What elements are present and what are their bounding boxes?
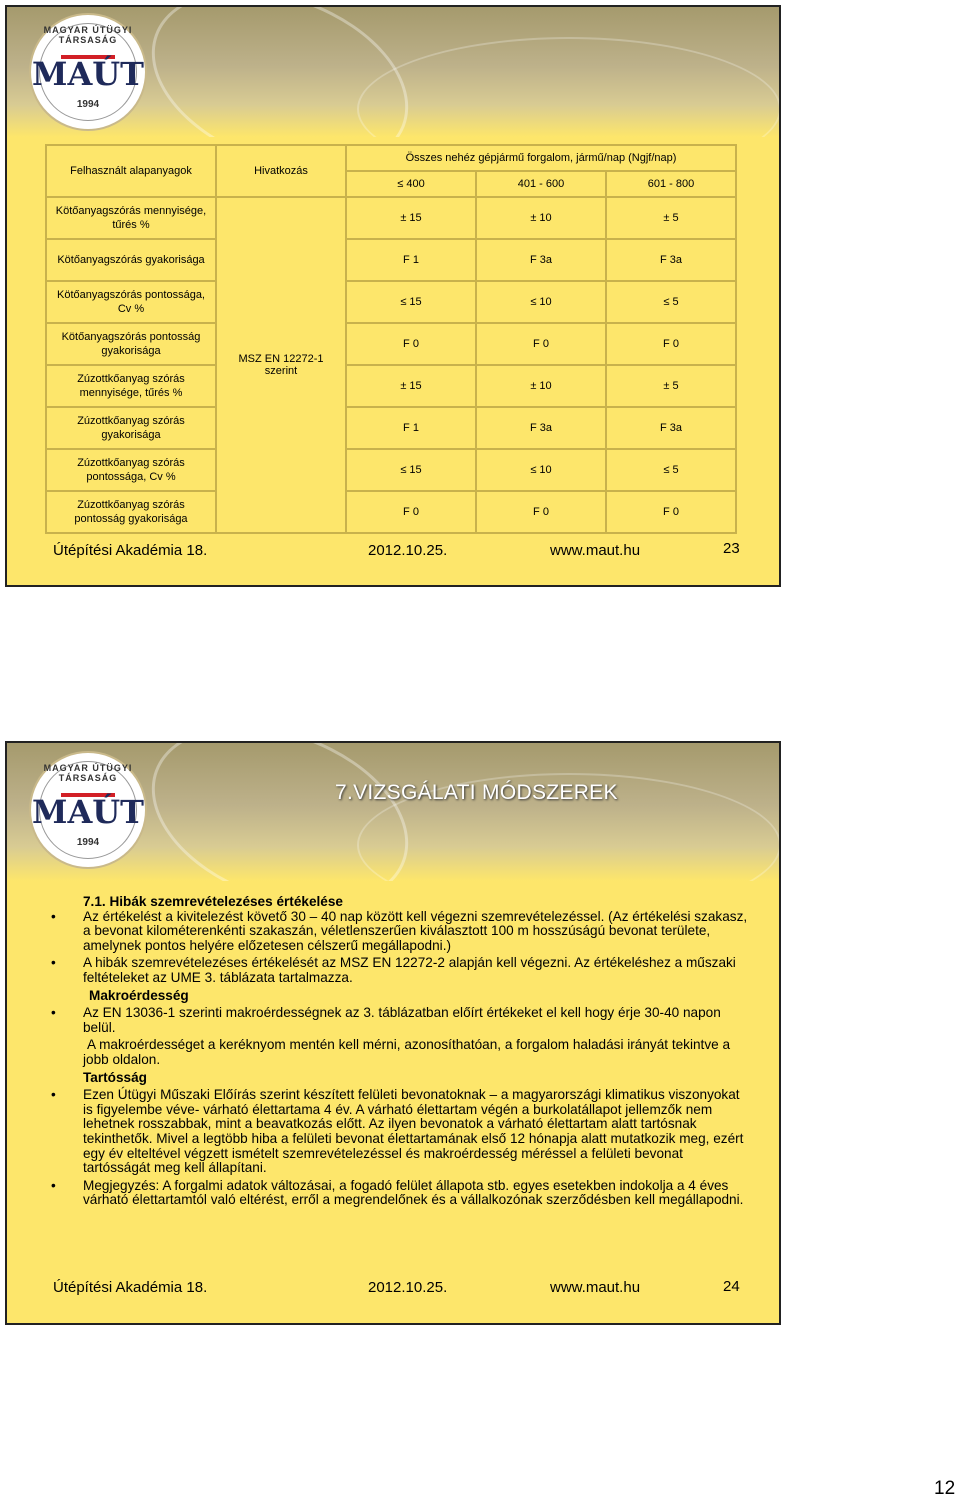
cell: F 3a: [606, 407, 736, 449]
cell: F 1: [346, 407, 476, 449]
cell: ± 5: [606, 365, 736, 407]
traffic-range: ≤ 400: [346, 171, 476, 197]
cell: ≤ 10: [476, 449, 606, 491]
subheading-macro: Makroérdesség: [89, 987, 189, 1003]
cell: ≤ 15: [346, 281, 476, 323]
cell: ± 15: [346, 365, 476, 407]
logo-year: 1994: [76, 99, 100, 110]
logo-arc-text: MAGYAR ÚTÜGYI TÁRSASÁG: [43, 25, 133, 45]
reference-cell: MSZ EN 12272-1 szerint: [216, 197, 346, 533]
cell: ± 5: [606, 197, 736, 239]
cell: F 0: [476, 491, 606, 533]
col-header-traffic: Összes nehéz gépjármű forgalom, jármű/nap (Ngjf/nap): [346, 145, 736, 171]
bullet-item: • A hibák szemrevételezéses értékelését az MSZ EN 12272-2 alapján kell végezni. Az értékeléshez a műszaki feltételeket az UME 3. táblázata tartalmazza.: [51, 956, 751, 985]
slide-body: [51, 895, 751, 1208]
traffic-range: 601 - 800: [606, 171, 736, 197]
cell: F 3a: [606, 239, 736, 281]
cell: ≤ 5: [606, 281, 736, 323]
cell: ≤ 10: [476, 281, 606, 323]
cell: F 0: [476, 323, 606, 365]
cell: ≤ 5: [606, 449, 736, 491]
cell: ± 10: [476, 197, 606, 239]
footer-date: 2012.10.25.: [368, 542, 448, 559]
logo-mark: MAÚT: [32, 55, 144, 93]
row-label: Zúzottkőanyag szórás gyakorisága: [46, 407, 216, 449]
slide-title: 7.VIZSGÁLATI MÓDSZEREK: [335, 781, 618, 804]
row-label: Zúzottkőanyag szórás mennyisége, tűrés %: [46, 365, 216, 407]
cell: ± 15: [346, 197, 476, 239]
footer-title: Útépítési Akadémia 18.: [53, 542, 208, 559]
cell: F 0: [346, 323, 476, 365]
bullet-item: • Ezen Útügyi Műszaki Előírás szerint készített felületi bevonatoknak – a magyarországi klimatikus viszonyokat is figyelembe véve- várható élettartama 4 év. A várható élettartam végén a burkolatállapot jellemzők nem lehetnek rosszabbak, mint a beavatkozás előtt. Az ilyen bevonatok a várható élettartam alatt tartósnak tekinthetők. Mivel a legtöbb hiba a felületi bevonat élettartamának első 12 hónapja alatt mutatkozik meg, ezért egy év elteltével végzett ismételt szemrevételezéssel és makroérdesség méréssel a felületi bevonat tartósságát meg kell állapítani.: [51, 1088, 751, 1176]
footer-url[interactable]: www.maut.hu: [550, 542, 641, 559]
traffic-range: 401 - 600: [476, 171, 606, 197]
spreading-spec-table: [45, 144, 737, 534]
slide-number: 23: [723, 540, 740, 557]
cell: ± 10: [476, 365, 606, 407]
cell: F 3a: [476, 407, 606, 449]
col-header-reference: Hivatkozás: [216, 145, 346, 197]
logo-arc-text: MAGYAR ÚTÜGYI TÁRSASÁG: [43, 763, 133, 783]
cell: F 1: [346, 239, 476, 281]
col-header-materials: Felhasznált alapanyagok: [46, 145, 216, 197]
footer-url[interactable]: www.maut.hu: [550, 1279, 641, 1296]
slide-24: [5, 741, 781, 1325]
row-label: Zúzottkőanyag szórás pontosság gyakorisága: [46, 491, 216, 533]
maut-logo: [29, 751, 147, 869]
cell: F 0: [606, 491, 736, 533]
footer-title: Útépítési Akadémia 18.: [53, 1279, 208, 1296]
header-banner: [7, 7, 779, 137]
row-label: Zúzottkőanyag szórás pontossága, Cv %: [46, 449, 216, 491]
cell: ≤ 15: [346, 449, 476, 491]
maut-logo: [29, 13, 147, 131]
bullet-item: • Megjegyzés: A forgalmi adatok változásai, a fogadó felület állapota stb. egyes esetekben indokolja a 4 éves várható élettartamtól való eltérést, erről a megrendelőnek és a vállalkozónak szerződésben kell megállapodni.: [51, 1179, 751, 1208]
row-label: Kötőanyagszórás pontossága, Cv %: [46, 281, 216, 323]
row-label: Kötőanyagszórás gyakorisága: [46, 239, 216, 281]
cell: F 0: [606, 323, 736, 365]
bullet-item: • Az értékelést a kivitelezést követő 30 – 40 nap között kell végezni szemrevételezéssel. (Az értékelési szakasz, a bevonat kilométerenkénti szakaszán, véletlenszerűen kiválasztott 100 m hosszúságú bevonat területe, amelynek pontos helyére előzetesen célszerű megállapodni.): [51, 910, 751, 954]
slide-23: [5, 5, 781, 587]
row-label: Kötőanyagszórás mennyisége, tűrés %: [46, 197, 216, 239]
logo-year: 1994: [76, 837, 100, 848]
header-banner: [7, 743, 779, 881]
document-page-number: 12: [934, 1478, 956, 1499]
subheading-durability: Tartósság: [83, 1069, 147, 1085]
cell: F 0: [346, 491, 476, 533]
section-heading: 7.1. Hibák szemrevételezéses értékelése: [83, 894, 343, 909]
bullet-item: • Az EN 13036-1 szerinti makroérdességnek az 3. táblázatban előírt értékeket el kell hogy érje 30-40 napon belül.: [51, 1006, 751, 1035]
logo-mark: MAÚT: [32, 793, 144, 831]
footer-date: 2012.10.25.: [368, 1279, 448, 1296]
paragraph: A makroérdességet a keréknyom mentén kell mérni, azonosíthatóan, a forgalom haladási irányát tekintve a jobb oldalon.: [83, 1037, 731, 1067]
row-label: Kötőanyagszórás pontosság gyakorisága: [46, 323, 216, 365]
cell: F 3a: [476, 239, 606, 281]
slide-number: 24: [723, 1278, 740, 1295]
